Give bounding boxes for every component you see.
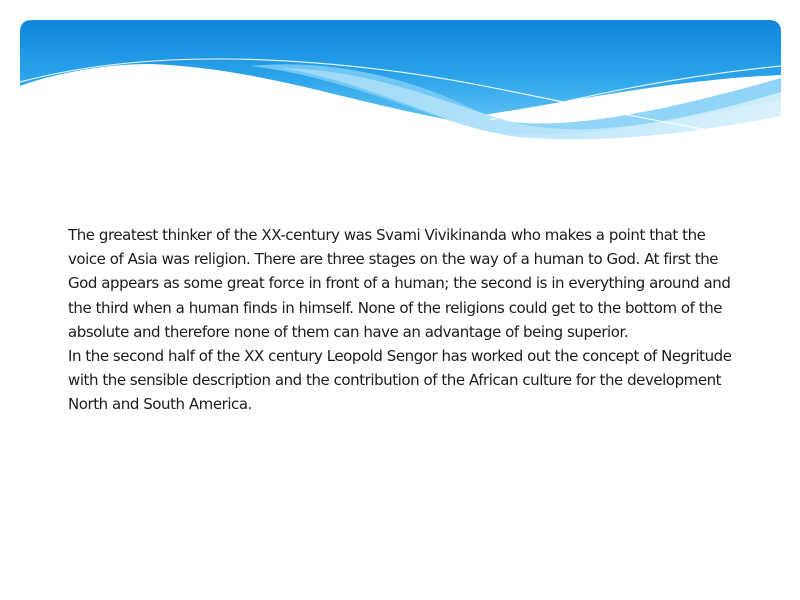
header-wave-banner (20, 20, 781, 140)
wave-graphic (20, 20, 781, 140)
slide-body-text (68, 223, 738, 417)
paragraph-negritude: In the second half of the XX century Leopold Sengor has worked out the concept of Negritude with the sensible description and the contribution of the African culture for the development North and South America. (68, 347, 732, 414)
paragraph-vivekananda: The greatest thinker of the XX-century was Svami Vivikinanda who makes a point that the voice of Asia was religion. There are three stages on the way of a human to God. At first the God appears as some great force in front of a human; the second is in everything around and the third when a human finds in himself. None of the religions could get to the bottom of the absolute and therefore none of them can have an advantage of being superior. (68, 226, 731, 341)
